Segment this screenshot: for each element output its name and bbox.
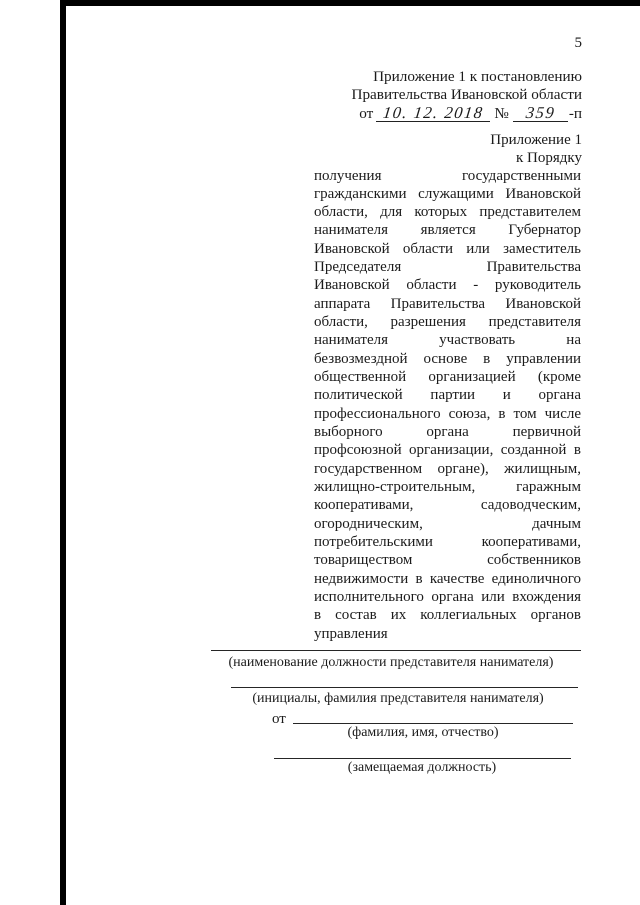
handwritten-number: 359 [524, 103, 557, 123]
appendix-title-line-1: Приложение 1 [490, 131, 582, 148]
body-line: профсоюзной организации, созданной в [314, 442, 581, 459]
body-line: Ивановской области - руководитель [314, 277, 581, 294]
page-number: 5 [574, 35, 582, 51]
signature-rule-fio [293, 723, 573, 724]
body-line: профессионального союза, в том числе [314, 405, 581, 422]
body-line: аппарата Правительства Ивановской [314, 295, 581, 312]
body-line: нанимателя является Губернатор [314, 222, 581, 239]
date-prefix: от [359, 105, 374, 123]
body-line: Ивановской области или заместитель [314, 240, 581, 257]
from-label: от [272, 710, 286, 727]
label-post: (замещаемая должность) [347, 759, 497, 775]
body-line: жилищно-строительным, гаражным [314, 479, 581, 496]
date-number-line [262, 103, 582, 124]
scan-edge-left [60, 0, 66, 905]
label-initials-surname: (инициалы, фамилия представителя нанимателя) [252, 691, 544, 706]
body-line: недвижимости в качестве единоличного [314, 570, 581, 587]
body-line: нанимателя участвовать на [314, 332, 581, 349]
number-blank [513, 103, 568, 122]
appendix-title-line-2: к Порядку [516, 149, 582, 166]
header-line-1: Приложение 1 к постановлению [373, 68, 582, 85]
appendix-header [262, 68, 582, 124]
signature-rule-name [231, 687, 578, 688]
body-line: Председателя Правительства [314, 259, 581, 276]
body-line: в состав их коллегиальных органов [314, 607, 581, 624]
body-line: товариществом собственников [314, 552, 581, 569]
scan-edge-top [60, 0, 640, 6]
label-position: (наименование должности представителя нанимателя) [228, 654, 554, 670]
body-line: государственном органе), жилищным, [314, 460, 581, 477]
label-fio: (фамилия, имя, отчество) [347, 724, 499, 740]
body-paragraph [314, 167, 581, 644]
body-line: области, разрешения представителя [314, 314, 581, 331]
body-line: исполнительного органа или вхождения [314, 589, 581, 606]
body-line: общественной организацией (кроме [314, 369, 581, 386]
appendix-title [282, 131, 582, 168]
body-line: потребительскими кооперативами, [314, 534, 581, 551]
signature-rule-position [211, 650, 581, 651]
body-line: получения государственными [314, 167, 581, 184]
header-line-2: Правительства Ивановской области [351, 85, 582, 103]
body-line: политической партии и органа [314, 387, 581, 404]
handwritten-date: 10. 12. 2018 [381, 103, 485, 123]
body-line: гражданскими служащими Ивановской [314, 185, 581, 202]
body-line: огородническим, дачным [314, 515, 581, 532]
body-line: безвозмездной основе в управлении [314, 350, 581, 367]
date-blank [376, 103, 490, 122]
body-line: выборного органа первичной [314, 424, 581, 441]
body-line: области, для которых представителем [314, 204, 581, 221]
number-sign: № [494, 105, 509, 123]
body-line: кооперативами, садоводческим, [314, 497, 581, 514]
body-line: управления [314, 625, 388, 642]
number-suffix: -п [568, 105, 582, 123]
